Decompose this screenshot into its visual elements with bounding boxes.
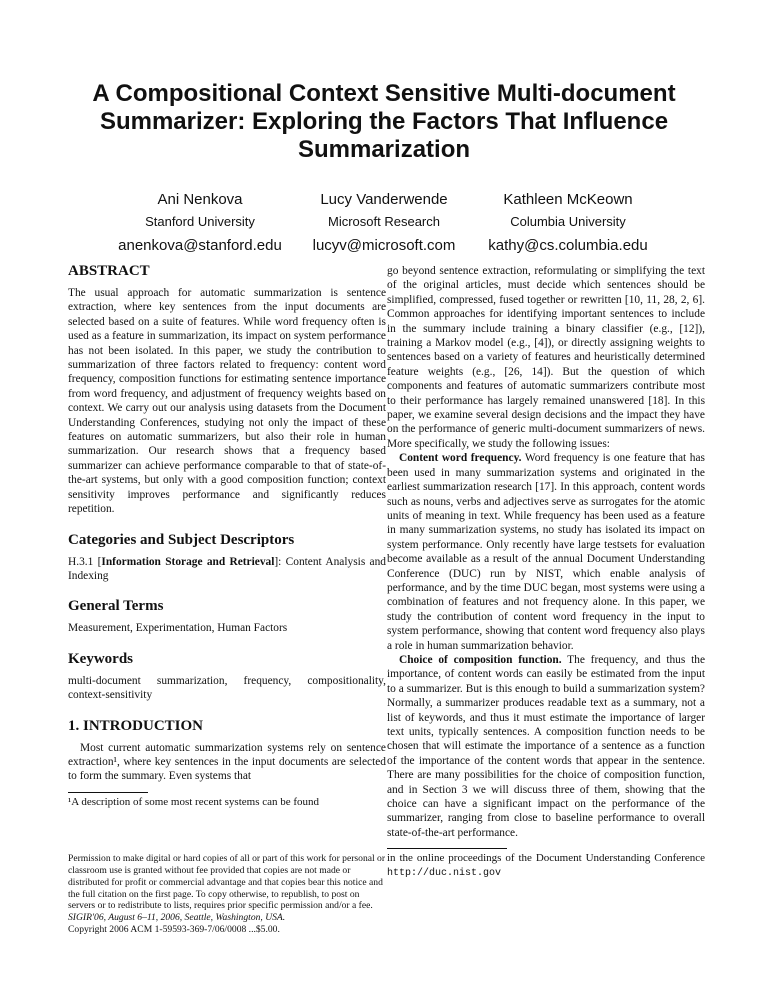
copyright-text: Copyright 2006 ACM 1-59593-369-7/06/0008 ...$5.00. <box>68 923 280 935</box>
footnote-text: ¹A description of some most recent systems can be found <box>68 795 320 808</box>
author-name: Kathleen McKeown <box>503 191 633 208</box>
paragraph-lead: Choice of composition function. <box>399 653 562 666</box>
paragraph-body: The frequency, and thus the importance, of content words can easily be estimated from the input to a summarizer. But is this enough to build a summarization system? Normally, a summarizer produces readable text as a summary, not a list of keywords, and thus it must estimate the importance of larger text units, typically sentences. A composition function needs to be chosen that will estimate the importance of a sentence as a function of the importance of the content words that appear in the sentence. There are many possibilities for the choice of composition function, and in Section 3 we will discuss three of them, showing that the choice can have a significant impact on the performance of the summarizer, ranging from close to baseline performance to overall state-of-the-art performance. <box>387 653 706 839</box>
author-affiliation: Columbia University <box>510 214 626 229</box>
author-affiliation: Stanford University <box>145 214 255 229</box>
keywords-heading: Keywords <box>68 650 133 667</box>
permission-text: Permission to make digital or hard copies of all or part of this work for personal or classroom use is granted without fee provided that copies are not made or distributed for profit or commercial advantage and that copies bear this notice and the full citation on the first page. To copy otherwise, to republish, to post on servers or to redistribute to lists, requires prior specific permission and/or a fee. <box>68 853 386 912</box>
right-column <box>387 264 705 880</box>
author-name: Lucy Vanderwende <box>320 191 448 208</box>
keywords-text: multi-document summarization, frequency, compositionality, context-sensitivity <box>68 674 386 702</box>
general-terms-heading: General Terms <box>68 598 164 615</box>
author-1 <box>110 190 290 257</box>
composition-function-paragraph <box>387 653 705 840</box>
intro-continued: go beyond sentence extraction, reformulating or simplifying the text of the original articles, must decide which sentences should be simplified, compressed, fused together or rewritten [10, 11, 28, 2, 6]. Common approaches for identifying important sentences to include in the summary include training a binary classifier (e.g., [12]), training a Markov model (e.g., [4]), or directly assigning weights to sentences based on a variety of features and heuristically determined feature weights (e.g., [26, 14]). But the question of which components and features of automatic summarizers contribute most to their performance has largely remained unanswered [18]. In this paper, we examine several design decisions and the impact they have on the performance of generic multi-document summarizers of news. More specifically, we study the following issues: <box>387 265 705 450</box>
categories-heading: Categories and Subject Descriptors <box>68 531 295 548</box>
author-email: lucyv@microsoft.com <box>312 237 456 254</box>
categories-code: H.3.1 [ <box>68 555 102 568</box>
left-column <box>68 262 386 936</box>
venue-text: SIGIR'06, August 6–11, 2006, Seattle, Washington, USA. <box>68 912 286 924</box>
categories-bold: Information Storage and Retrieval <box>101 555 275 568</box>
intro-text: Most current automatic summarization systems rely on sentence extraction¹, where key sentences in the input documents are selected to form the summary. Even systems that <box>68 741 386 783</box>
categories-rest: ]: Content Analysis and Indexing <box>68 555 386 582</box>
author-block <box>110 190 658 257</box>
abstract-heading: ABSTRACT <box>68 263 150 279</box>
author-email: kathy@cs.columbia.edu <box>488 237 648 254</box>
abstract-text: The usual approach for automatic summarization is sentence extraction, where key sentences from the input documents are selected based on a suite of features. While word frequency often is used as a feature in summarization, its impact on system performance has not been isolated. In this paper, we study the contribution to summarization of three factors related to frequency: content word frequency, composition functions for estimating sentence importance from word frequency, and adjustment of frequency weights based on context. We carry out our analysis using datasets from the Document Understanding Conferences, studying not only the impact of these features on automatic summarizers, but also their role in human summarization. Our research shows that a frequency based summarizer can achieve performance comparable to that of state-of-the-art systems, but only with a good composition function; context sensitivity improves performance and significantly reduces repetition. <box>68 287 386 516</box>
content-word-frequency-paragraph <box>387 451 705 653</box>
general-terms-text: Measurement, Experimentation, Human Factors <box>68 622 288 635</box>
categories-text <box>68 555 386 584</box>
footnote-continued <box>387 852 705 880</box>
author-2 <box>294 190 474 257</box>
paper-title: A Compositional Context Sensitive Multi-document Summarizer: Exploring the Factors That Influence Summarization <box>92 80 676 163</box>
author-name: Ani Nenkova <box>157 191 243 208</box>
permission-notice <box>68 853 386 936</box>
paragraph-lead: Content word frequency. <box>399 452 522 465</box>
footnote-rule <box>68 792 148 793</box>
footnote-rule <box>387 848 507 849</box>
intro-heading: 1. INTRODUCTION <box>68 717 204 734</box>
footnote-continued-text: in the online proceedings of the Document Understanding Conference <box>387 852 705 865</box>
paragraph-body: Word frequency is one feature that has been used in many summarization systems and originated in the earliest summarization research [17]. In this approach, content words such as nouns, verbs and adjectives serve as surrogates for the atomic units of meaning in text. While frequency has been used as a feature in many summarization systems, no study has isolated its impact on system performance. Only recently have large testsets for evaluation become available as a result of the annual Document Understanding Conference (DUC) run by NIST, which enable analysis of performance, and by the time DUC began, most systems were using a combination of features and not frequency alone. In this paper, we study the contribution of content word frequency in the input to system performance, showing that content word frequency also plays a role in human summarization behavior. <box>387 452 705 652</box>
author-3 <box>478 190 658 257</box>
author-email: anenkova@stanford.edu <box>118 237 282 254</box>
author-affiliation: Microsoft Research <box>328 214 440 229</box>
duc-url-link[interactable]: http://duc.nist.gov <box>387 867 502 879</box>
